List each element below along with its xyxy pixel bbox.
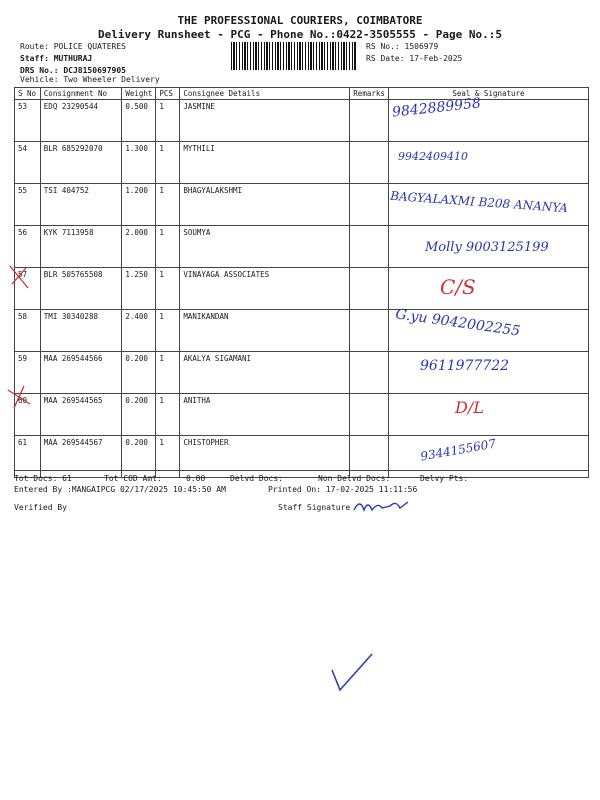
cell-consignee: VINAYAGA ASSOCIATES — [180, 268, 350, 310]
cell-sno: 56 — [15, 226, 41, 268]
runsheet-table — [14, 87, 589, 478]
table-row — [15, 436, 589, 478]
cell-weight: 0.200 — [122, 436, 156, 478]
table-row — [15, 268, 589, 310]
table-row — [15, 142, 589, 184]
staff-label: Staff: MUTHURAJ — [20, 54, 93, 63]
cell-consignee: JASMINE — [180, 100, 350, 142]
col-header-consignee: Consignee Details — [180, 88, 350, 100]
cell-remarks — [350, 394, 389, 436]
signature-row-58: G.yu 9042002255 — [394, 306, 522, 340]
cell-pcs: 1 — [156, 142, 180, 184]
col-header-sno: S No — [15, 88, 41, 100]
rs-date: RS Date: 17-Feb-2025 — [366, 54, 463, 63]
cell-consignee: CHISTOPHER — [180, 436, 350, 478]
cell-consignment: TMI 30340288 — [40, 310, 122, 352]
col-header-pcs: PCS — [156, 88, 180, 100]
total-docs: Tot Docs: 61 — [14, 474, 72, 483]
vehicle-label: Vehicle: Two Wheeler Delivery — [20, 75, 160, 84]
cell-seal-signature — [388, 394, 588, 436]
verified-by-label: Verified By — [14, 503, 67, 512]
cell-remarks — [350, 100, 389, 142]
table-header-row — [15, 88, 589, 100]
cell-consignment: MAA 269544566 — [40, 352, 122, 394]
cell-pcs: 1 — [156, 184, 180, 226]
cell-remarks — [350, 226, 389, 268]
cell-pcs: 1 — [156, 394, 180, 436]
signature-row-60: D/L — [455, 398, 484, 417]
company-title: THE PROFESSIONAL COURIERS, COIMBATORE — [177, 14, 423, 27]
table-row — [15, 100, 589, 142]
cell-consignment: BLR 685292070 — [40, 142, 122, 184]
cell-pcs: 1 — [156, 436, 180, 478]
cell-sno: 60 — [15, 394, 41, 436]
checkmark-icon — [322, 650, 382, 695]
staff-signature-label: Staff Signature — [278, 503, 351, 512]
cell-weight: 2.000 — [122, 226, 156, 268]
signature-row-61: 9344155607 — [419, 436, 497, 464]
total-cod-amount: 0.00 — [186, 474, 206, 483]
col-header-weight: Weight — [122, 88, 156, 100]
cell-pcs: 1 — [156, 268, 180, 310]
cell-remarks — [350, 142, 389, 184]
cell-sno: 53 — [15, 100, 41, 142]
signature-row-54: 9942409410 — [398, 150, 468, 163]
cell-consignee: AKALYA SIGAMANI — [180, 352, 350, 394]
delivered-docs: Delvd Docs: — [230, 474, 283, 483]
signature-row-56: Molly 9003125199 — [425, 240, 549, 255]
cell-remarks — [350, 310, 389, 352]
col-header-consignment: Consignment No — [40, 88, 122, 100]
cell-consignee: BHAGYALAKSHMI — [180, 184, 350, 226]
cell-sno: 54 — [15, 142, 41, 184]
cell-consignment: EDQ 23290544 — [40, 100, 122, 142]
signature-row-57: C/S — [440, 275, 476, 299]
cell-sno: 55 — [15, 184, 41, 226]
cell-remarks — [350, 268, 389, 310]
cell-weight: 1.200 — [122, 184, 156, 226]
signature-row-59: 9611977722 — [420, 358, 510, 374]
cell-pcs: 1 — [156, 100, 180, 142]
cell-weight: 2.400 — [122, 310, 156, 352]
total-cod-label: Tot COD Amt: — [104, 474, 162, 483]
delivery-points: Delvy Pts: — [420, 474, 469, 483]
cell-seal-signature — [388, 268, 588, 310]
signature-row-55: BAGYALAXMI B208 ANANYA — [389, 188, 569, 216]
cell-sno: 58 — [15, 310, 41, 352]
col-header-remarks: Remarks — [350, 88, 389, 100]
runsheet-subtitle: Delivery Runsheet - PCG - Phone No.:0422-3505555 - Page No.:5 — [98, 28, 502, 41]
col-header-signature: Seal & Signature — [388, 88, 588, 100]
barcode-image — [231, 42, 357, 70]
red-tick-mark-60 — [4, 382, 34, 412]
cell-consignee: ANITHA — [180, 394, 350, 436]
cell-weight: 0.200 — [122, 352, 156, 394]
cell-pcs: 1 — [156, 226, 180, 268]
cell-consignment: MAA 269544567 — [40, 436, 122, 478]
cell-sno: 59 — [15, 352, 41, 394]
cell-consignee: MYTHILI — [180, 142, 350, 184]
cell-sno: 61 — [15, 436, 41, 478]
cell-consignment: BLR 505765508 — [40, 268, 122, 310]
signature-row-53: 9842889958 — [391, 95, 482, 121]
cell-consignment: KYK 7113958 — [40, 226, 122, 268]
printed-on: Printed On: 17-02-2025 11:11:56 — [268, 485, 418, 494]
cell-pcs: 1 — [156, 352, 180, 394]
drs-number: DRS No.: DCJ8150697905 — [20, 66, 126, 75]
cell-consignee: MANIKANDAN — [180, 310, 350, 352]
cell-consignment: TSI 404752 — [40, 184, 122, 226]
cell-consignment: MAA 269544565 — [40, 394, 122, 436]
cell-weight: 1.250 — [122, 268, 156, 310]
table-row — [15, 394, 589, 436]
cell-weight: 1.300 — [122, 142, 156, 184]
route-label: Route: POLICE QUATERES — [20, 42, 126, 51]
staff-signature-scribble — [352, 496, 412, 516]
cell-remarks — [350, 436, 389, 478]
red-tick-mark-57 — [4, 262, 34, 292]
cell-consignee: SOUMYA — [180, 226, 350, 268]
cell-weight: 0.200 — [122, 394, 156, 436]
cell-sno: 57 — [15, 268, 41, 310]
cell-pcs: 1 — [156, 310, 180, 352]
cell-remarks — [350, 184, 389, 226]
footer-divider — [14, 470, 589, 471]
rs-number: RS No.: 1506979 — [366, 42, 439, 51]
entered-by: Entered By :MANGAIPCG 02/17/2025 10:45:50 AM — [14, 485, 226, 494]
cell-weight: 0.500 — [122, 100, 156, 142]
non-delivered-docs: Non Delvd Docs: — [318, 474, 391, 483]
cell-remarks — [350, 352, 389, 394]
